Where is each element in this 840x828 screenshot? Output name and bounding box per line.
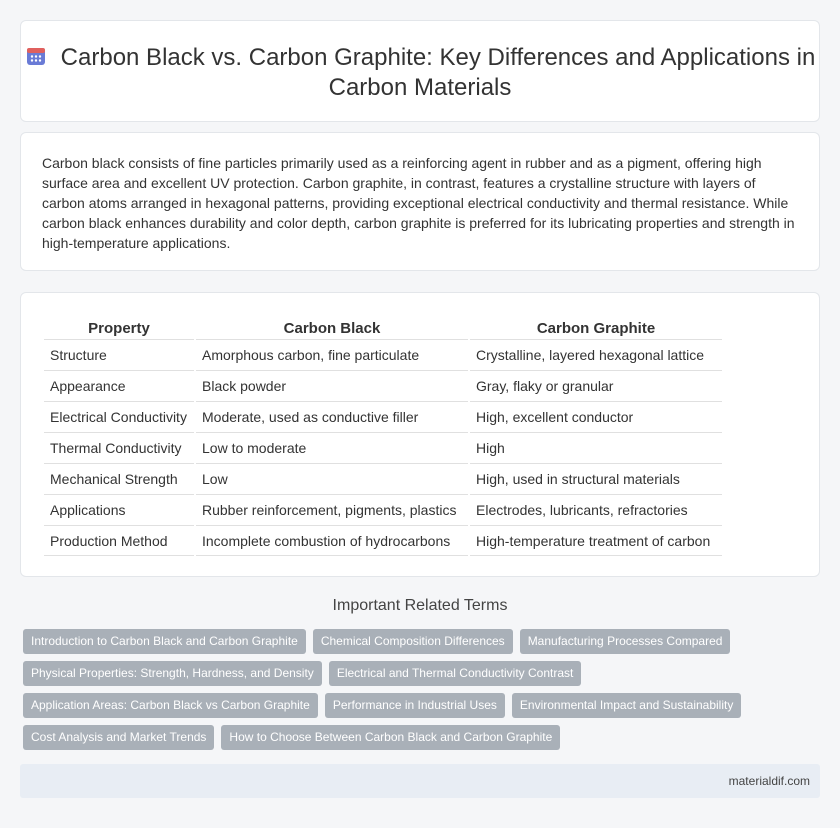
header-property: Property: [88, 319, 150, 337]
title-card: [20, 20, 820, 122]
table-cell: Low to moderate: [196, 432, 468, 463]
table-cell: High: [470, 432, 722, 463]
page-title-text: Carbon Black vs. Carbon Graphite: Key Differences and Applications in Carbon Materials: [60, 44, 816, 101]
table-cell: Incomplete combustion of hydrocarbons: [196, 525, 468, 556]
tag-row: [23, 693, 823, 718]
table-cell: Mechanical Strength: [44, 463, 194, 494]
table-cell: Electrodes, lubricants, refractories: [470, 494, 722, 525]
table-cell: High, used in structural materials: [470, 463, 722, 494]
tag-industrial-performance[interactable]: Performance in Industrial Uses: [325, 693, 505, 718]
footer-site[interactable]: materialdif.com: [728, 774, 810, 788]
comparison-card: [20, 292, 820, 577]
tag-cost-analysis[interactable]: Cost Analysis and Market Trends: [23, 725, 214, 750]
footer: [20, 764, 820, 798]
table-row: [44, 463, 722, 494]
header-carbon-black: Carbon Black: [283, 319, 381, 337]
table-row: [44, 339, 722, 370]
tag-row: [23, 725, 823, 750]
table-cell: Amorphous carbon, fine particulate: [196, 339, 468, 370]
table-row: [44, 401, 722, 432]
tag-chemical-composition[interactable]: Chemical Composition Differences: [313, 629, 513, 654]
table-cell: Appearance: [44, 370, 194, 401]
tag-environmental-impact[interactable]: Environmental Impact and Sustainability: [512, 693, 741, 718]
table-cell: Applications: [44, 494, 194, 525]
related-terms-heading: Important Related Terms: [332, 597, 508, 614]
table-row: [44, 370, 722, 401]
table-row: [44, 525, 722, 556]
tag-manufacturing-processes[interactable]: Manufacturing Processes Compared: [520, 629, 731, 654]
tag-conductivity-contrast[interactable]: Electrical and Thermal Conductivity Contrast: [329, 661, 582, 686]
table-cell: Moderate, used as conductive filler: [196, 401, 468, 432]
table-header-row: [44, 313, 722, 339]
tag-application-areas[interactable]: Application Areas: Carbon Black vs Carbon Graphite: [23, 693, 318, 718]
tag-row: [23, 661, 823, 686]
tag-physical-properties[interactable]: Physical Properties: Strength, Hardness, and Density: [23, 661, 322, 686]
related-terms-tags: [23, 629, 823, 757]
table-cell: Thermal Conductivity: [44, 432, 194, 463]
comparison-table: [42, 313, 724, 556]
table-cell: Rubber reinforcement, pigments, plastics: [196, 494, 468, 525]
table-cell: High, excellent conductor: [470, 401, 722, 432]
calendar-icon: [25, 45, 47, 67]
table-cell: Black powder: [196, 370, 468, 401]
table-cell: High-temperature treatment of carbon: [470, 525, 722, 556]
tag-row: [23, 629, 823, 654]
table-cell: Crystalline, layered hexagonal lattice: [470, 339, 722, 370]
intro-paragraph: Carbon black consists of fine particles primarily used as a reinforcing agent in rubber and as a pigment, offering high surface area and excellent UV protection. Carbon graphite, in contrast, features a crystalline structure with layers of carbon atoms arranged in hexagonal patterns, providing exceptional electrical conductivity and thermal resistance. While carbon black enhances durability and color depth, carbon graphite is preferred for its lubricating properties and strength in high-temperature applications.: [42, 155, 795, 251]
table-cell: Low: [196, 463, 468, 494]
table-cell: Structure: [44, 339, 194, 370]
intro-card: [20, 132, 820, 271]
table-row: [44, 432, 722, 463]
page-title: [21, 43, 819, 103]
table-cell: Gray, flaky or granular: [470, 370, 722, 401]
header-carbon-graphite: Carbon Graphite: [536, 319, 656, 337]
table-row: [44, 494, 722, 525]
table-cell: Production Method: [44, 525, 194, 556]
tag-introduction[interactable]: Introduction to Carbon Black and Carbon Graphite: [23, 629, 306, 654]
tag-how-to-choose[interactable]: How to Choose Between Carbon Black and Carbon Graphite: [221, 725, 560, 750]
table-cell: Electrical Conductivity: [44, 401, 194, 432]
